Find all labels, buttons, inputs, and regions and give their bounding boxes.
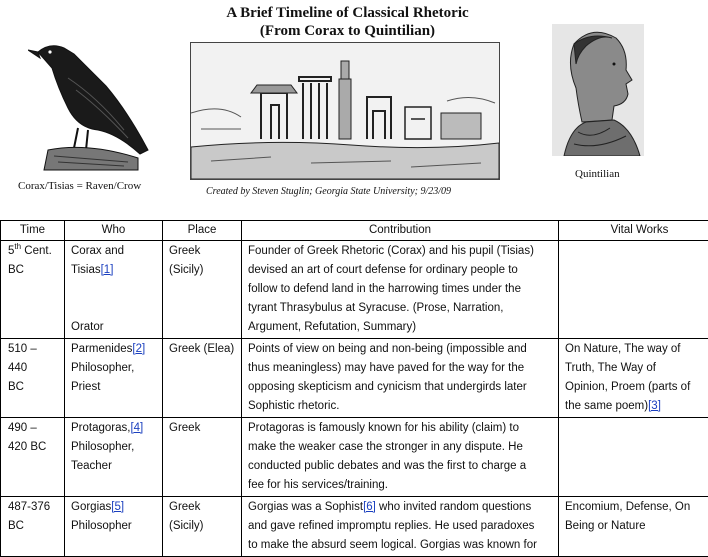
raven-illustration xyxy=(28,38,158,172)
cell-vital-works xyxy=(559,418,708,497)
footnote-link[interactable]: [2] xyxy=(132,343,145,355)
timeline-table xyxy=(0,220,708,557)
quintilian-portrait xyxy=(552,24,644,156)
cell-who: Protagoras,[4] Philosopher, Teacher xyxy=(65,418,163,497)
cell-place: Greek xyxy=(163,418,242,497)
table-row xyxy=(1,339,708,418)
cell-vital-works: Encomium, Defense, On Being or Nature xyxy=(559,497,708,557)
cell-contribution: Points of view on being and non-being (impossible and thus meaningless) may have paved for the way for the opposing skepticism and cynicism that undergirds later Sophistic rhetoric. xyxy=(242,339,559,418)
cell-time: 487-376 BC xyxy=(1,497,65,557)
header-time: Time xyxy=(1,221,65,241)
cell-place: Greek (Sicily) xyxy=(163,497,242,557)
header-place: Place xyxy=(163,221,242,241)
title-line-1: A Brief Timeline of Classical Rhetoric xyxy=(180,4,515,22)
cell-who: Gorgias[5] Philosopher xyxy=(65,497,163,557)
cell-contribution: Gorgias was a Sophist[6] who invited random questions and gave refined impromptu replies. He used paradoxes to make the absurd seem logical. Gorgias was known for xyxy=(242,497,559,557)
quintilian-caption: Quintilian xyxy=(575,168,620,180)
footnote-link[interactable]: [6] xyxy=(363,501,376,513)
cell-who: Corax and Tisias[1] Orator xyxy=(65,241,163,339)
header-vital-works: Vital Works xyxy=(559,221,708,241)
table-header-row xyxy=(1,221,708,241)
page-title xyxy=(180,4,515,40)
raven-caption: Corax/Tisias = Raven/Crow xyxy=(18,180,141,192)
cell-contribution: Protagoras is famously known for his ability (claim) to make the weaker case the stronger in any dispute. He conducted public debates and was the first to charge a fee for his services/training. xyxy=(242,418,559,497)
cell-place: Greek (Elea) xyxy=(163,339,242,418)
cell-vital-works xyxy=(559,241,708,339)
cell-who: Parmenides[2] Philosopher, Priest xyxy=(65,339,163,418)
table-row xyxy=(1,418,708,497)
footnote-link[interactable]: [5] xyxy=(111,501,124,513)
table-row xyxy=(1,497,708,557)
ruins-illustration xyxy=(190,42,500,180)
credit-line: Created by Steven Stuglin; Georgia State University; 9/23/09 xyxy=(206,186,451,197)
header-who: Who xyxy=(65,221,163,241)
title-line-2: (From Corax to Quintilian) xyxy=(180,22,515,40)
cell-time: 490 – 420 BC xyxy=(1,418,65,497)
cell-vital-works: On Nature, The way of Truth, The Way of Opinion, Proem (parts of the same poem)[3] xyxy=(559,339,708,418)
cell-time: 5th Cent. BC xyxy=(1,241,65,339)
table-row xyxy=(1,241,708,339)
footnote-link[interactable]: [3] xyxy=(648,400,661,412)
footnote-link[interactable]: [4] xyxy=(130,422,143,434)
cell-place: Greek (Sicily) xyxy=(163,241,242,339)
footnote-link[interactable]: [1] xyxy=(101,264,114,276)
cell-contribution: Founder of Greek Rhetoric (Corax) and his pupil (Tisias) devised an art of court defense for ordinary people to follow to defend land in the harrowing times under the tyrant Thrasybulus at Syracuse. (Prose, Narration, Argument, Refutation, Summary) xyxy=(242,241,559,339)
cell-time: 510 – 440 BC xyxy=(1,339,65,418)
header-contribution: Contribution xyxy=(242,221,559,241)
